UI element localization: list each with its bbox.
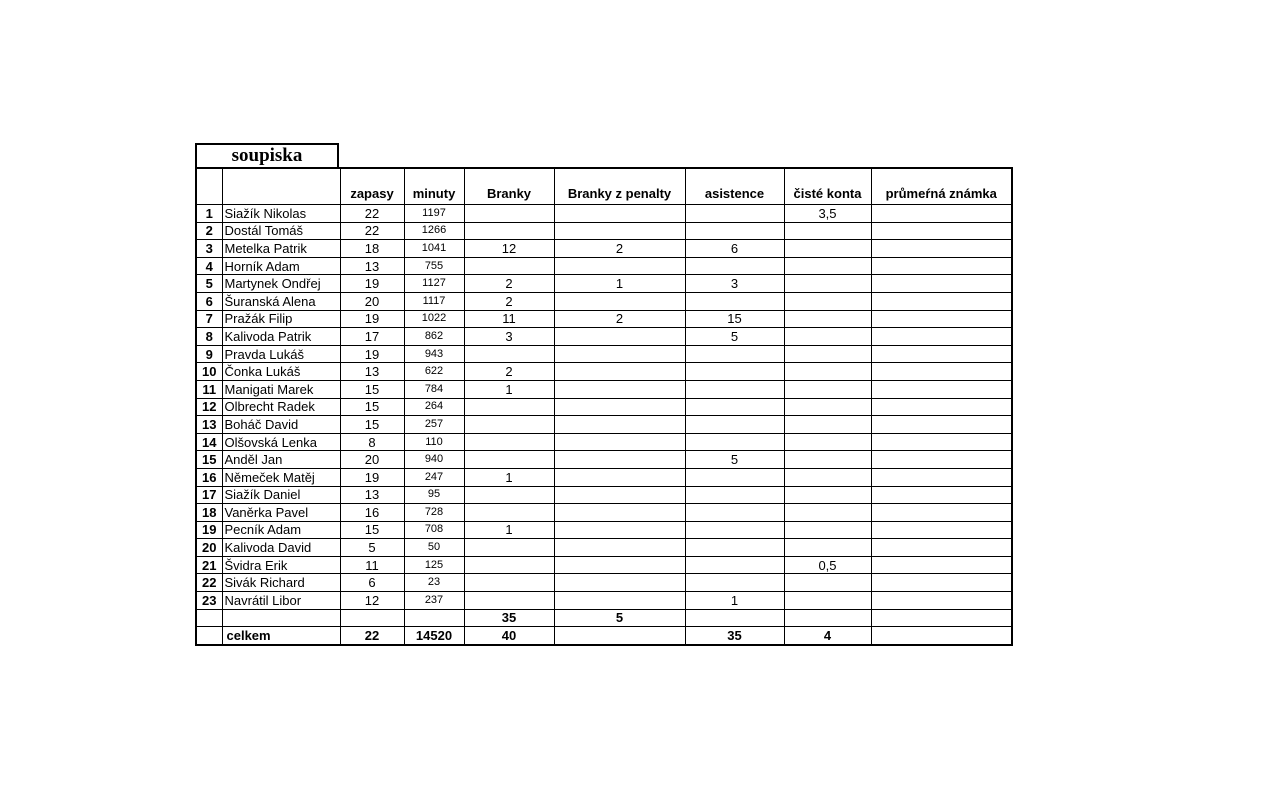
cell-assists[interactable]: 6: [685, 240, 784, 258]
cell-goals[interactable]: 12: [464, 240, 554, 258]
cell-row-number[interactable]: 3: [196, 240, 222, 258]
cell-minutes[interactable]: 247: [404, 468, 464, 486]
header-clean-sheets[interactable]: čisté konta: [784, 168, 871, 205]
table-row: [196, 539, 1012, 557]
cell-player-name[interactable]: Martynek Ondřej: [222, 275, 340, 293]
cell-assists[interactable]: [685, 292, 784, 310]
cell-assists[interactable]: [685, 433, 784, 451]
cell-penalty-goals[interactable]: [554, 539, 685, 557]
cell-penalty-goals[interactable]: [554, 328, 685, 346]
table-row: [196, 345, 1012, 363]
table-row: [196, 433, 1012, 451]
cell-assists[interactable]: [685, 222, 784, 240]
table-row: [196, 275, 1012, 293]
cell-assists[interactable]: [685, 380, 784, 398]
cell-penalty-goals[interactable]: [554, 363, 685, 381]
cell-average-grade[interactable]: [871, 292, 1012, 310]
cell-assists[interactable]: [685, 398, 784, 416]
cell-penalty-goals[interactable]: [554, 486, 685, 504]
cell-matches[interactable]: [340, 609, 404, 627]
cell-player-name[interactable]: Siažík Daniel: [222, 486, 340, 504]
cell-clean-sheets[interactable]: [784, 592, 871, 610]
cell-minutes[interactable]: [404, 609, 464, 627]
cell-matches[interactable]: 11: [340, 556, 404, 574]
table-row: [196, 398, 1012, 416]
cell-clean-sheets[interactable]: [784, 275, 871, 293]
cell-penalty-goals[interactable]: 2: [554, 240, 685, 258]
cell-assists[interactable]: [685, 574, 784, 592]
cell-goals[interactable]: [464, 205, 554, 223]
cell-clean-sheets[interactable]: [784, 328, 871, 346]
cell-minutes[interactable]: 1022: [404, 310, 464, 328]
cell-average-grade[interactable]: [871, 451, 1012, 469]
cell-matches[interactable]: 19: [340, 345, 404, 363]
cell-clean-sheets[interactable]: [784, 521, 871, 539]
cell-player-name[interactable]: Navrátil Libor: [222, 592, 340, 610]
cell-minutes[interactable]: 50: [404, 539, 464, 557]
cell-minutes[interactable]: 125: [404, 556, 464, 574]
cell-penalty-goals[interactable]: [554, 574, 685, 592]
cell-clean-sheets[interactable]: [784, 609, 871, 627]
cell-assists[interactable]: [685, 257, 784, 275]
cell-matches[interactable]: 17: [340, 328, 404, 346]
cell-clean-sheets[interactable]: [784, 363, 871, 381]
cell-penalty-goals[interactable]: [554, 504, 685, 522]
cell-penalty-goals[interactable]: [554, 380, 685, 398]
cell-average-grade[interactable]: [871, 345, 1012, 363]
cell-matches[interactable]: 22: [340, 205, 404, 223]
cell-player-name[interactable]: Olbrecht Radek: [222, 398, 340, 416]
cell-row-number[interactable]: 8: [196, 328, 222, 346]
cell-average-grade[interactable]: [871, 222, 1012, 240]
cell-player-name[interactable]: Metelka Patrik: [222, 240, 340, 258]
subtotal-row: [196, 609, 1012, 627]
cell-penalty-goals[interactable]: 2: [554, 310, 685, 328]
cell-assists[interactable]: [685, 556, 784, 574]
cell-average-grade[interactable]: [871, 205, 1012, 223]
cell-goals[interactable]: [464, 398, 554, 416]
cell-row-number[interactable]: 6: [196, 292, 222, 310]
cell-goals[interactable]: 11: [464, 310, 554, 328]
cell-row-number[interactable]: 21: [196, 556, 222, 574]
cell-clean-sheets[interactable]: [784, 345, 871, 363]
cell-average-grade[interactable]: [871, 398, 1012, 416]
cell-clean-sheets[interactable]: [784, 574, 871, 592]
cell-minutes[interactable]: 1127: [404, 275, 464, 293]
cell-clean-sheets[interactable]: 4: [784, 627, 871, 645]
cell-average-grade[interactable]: [871, 504, 1012, 522]
cell-average-grade[interactable]: [871, 468, 1012, 486]
cell-assists[interactable]: [685, 504, 784, 522]
cell-goals[interactable]: [464, 592, 554, 610]
cell-matches[interactable]: 22: [340, 627, 404, 645]
cell-row-number[interactable]: 17: [196, 486, 222, 504]
cell-average-grade[interactable]: [871, 328, 1012, 346]
table-row: [196, 380, 1012, 398]
cell-row-number[interactable]: 1: [196, 205, 222, 223]
cell-goals[interactable]: 3: [464, 328, 554, 346]
cell-clean-sheets[interactable]: [784, 433, 871, 451]
cell-player-name[interactable]: Anděl Jan: [222, 451, 340, 469]
cell-clean-sheets[interactable]: [784, 257, 871, 275]
cell-goals[interactable]: 1: [464, 468, 554, 486]
cell-player-name[interactable]: Pecník Adam: [222, 521, 340, 539]
cell-player-name[interactable]: [222, 609, 340, 627]
table-row: [196, 292, 1012, 310]
cell-assists[interactable]: [685, 609, 784, 627]
cell-clean-sheets[interactable]: [784, 539, 871, 557]
roster-table: [195, 167, 1013, 646]
cell-assists[interactable]: [685, 345, 784, 363]
table-row: [196, 257, 1012, 275]
cell-player-name[interactable]: Dostál Tomáš: [222, 222, 340, 240]
cell-minutes[interactable]: 708: [404, 521, 464, 539]
cell-penalty-goals[interactable]: [554, 345, 685, 363]
cell-clean-sheets[interactable]: [784, 310, 871, 328]
cell-average-grade[interactable]: [871, 240, 1012, 258]
cell-matches[interactable]: 8: [340, 433, 404, 451]
cell-player-name[interactable]: Sivák Richard: [222, 574, 340, 592]
table-row: [196, 310, 1012, 328]
cell-minutes[interactable]: 862: [404, 328, 464, 346]
cell-average-grade[interactable]: [871, 521, 1012, 539]
cell-assists[interactable]: [685, 363, 784, 381]
cell-minutes[interactable]: 1197: [404, 205, 464, 223]
cell-assists[interactable]: [685, 205, 784, 223]
cell-matches[interactable]: 19: [340, 310, 404, 328]
cell-minutes[interactable]: 95: [404, 486, 464, 504]
cell-penalty-goals[interactable]: [554, 433, 685, 451]
cell-minutes[interactable]: 755: [404, 257, 464, 275]
cell-goals[interactable]: [464, 574, 554, 592]
cell-matches[interactable]: 20: [340, 451, 404, 469]
cell-goals[interactable]: [464, 257, 554, 275]
cell-average-grade[interactable]: [871, 380, 1012, 398]
table-row: [196, 521, 1012, 539]
cell-player-name[interactable]: Kalivoda David: [222, 539, 340, 557]
cell-matches[interactable]: 13: [340, 257, 404, 275]
cell-row-number[interactable]: 16: [196, 468, 222, 486]
cell-row-number[interactable]: [196, 627, 222, 645]
cell-player-name[interactable]: Čonka Lukáš: [222, 363, 340, 381]
cell-row-number[interactable]: 9: [196, 345, 222, 363]
cell-row-number[interactable]: [196, 609, 222, 627]
cell-average-grade[interactable]: [871, 486, 1012, 504]
cell-goals[interactable]: [464, 345, 554, 363]
cell-goals[interactable]: 2: [464, 363, 554, 381]
table-row: [196, 556, 1012, 574]
cell-matches[interactable]: 12: [340, 592, 404, 610]
cell-goals[interactable]: 1: [464, 521, 554, 539]
header-average-grade[interactable]: průmeŕná známka: [871, 168, 1012, 205]
cell-row-number[interactable]: 23: [196, 592, 222, 610]
cell-player-name[interactable]: Šuranská Alena: [222, 292, 340, 310]
cell-row-number[interactable]: 10: [196, 363, 222, 381]
header-penalty-goals[interactable]: Branky z penalty: [554, 168, 685, 205]
cell-minutes[interactable]: 237: [404, 592, 464, 610]
cell-goals[interactable]: [464, 504, 554, 522]
cell-row-number[interactable]: 14: [196, 433, 222, 451]
table-row: [196, 205, 1012, 223]
cell-row-number[interactable]: 19: [196, 521, 222, 539]
cell-assists[interactable]: 35: [685, 627, 784, 645]
cell-minutes[interactable]: 784: [404, 380, 464, 398]
header-goals[interactable]: Branky: [464, 168, 554, 205]
cell-matches[interactable]: 22: [340, 222, 404, 240]
cell-goals[interactable]: [464, 451, 554, 469]
cell-row-number[interactable]: 4: [196, 257, 222, 275]
cell-clean-sheets[interactable]: 0,5: [784, 556, 871, 574]
cell-matches[interactable]: 6: [340, 574, 404, 592]
cell-minutes[interactable]: 622: [404, 363, 464, 381]
cell-penalty-goals[interactable]: [554, 416, 685, 434]
cell-minutes[interactable]: 1266: [404, 222, 464, 240]
cell-clean-sheets[interactable]: [784, 240, 871, 258]
cell-row-number[interactable]: 7: [196, 310, 222, 328]
cell-penalty-goals[interactable]: [554, 451, 685, 469]
cell-minutes[interactable]: 940: [404, 451, 464, 469]
cell-minutes[interactable]: 110: [404, 433, 464, 451]
cell-average-grade[interactable]: [871, 257, 1012, 275]
cell-average-grade[interactable]: [871, 556, 1012, 574]
cell-goals[interactable]: 1: [464, 380, 554, 398]
cell-player-name[interactable]: Olšovská Lenka: [222, 433, 340, 451]
cell-assists[interactable]: 1: [685, 592, 784, 610]
cell-penalty-goals[interactable]: 1: [554, 275, 685, 293]
roster-body: [196, 168, 1012, 645]
cell-assists[interactable]: [685, 521, 784, 539]
cell-penalty-goals[interactable]: [554, 222, 685, 240]
cell-average-grade[interactable]: [871, 609, 1012, 627]
cell-row-number[interactable]: 18: [196, 504, 222, 522]
cell-clean-sheets[interactable]: [784, 468, 871, 486]
cell-average-grade[interactable]: [871, 574, 1012, 592]
cell-goals[interactable]: 2: [464, 292, 554, 310]
cell-matches[interactable]: 16: [340, 504, 404, 522]
cell-matches[interactable]: 15: [340, 380, 404, 398]
cell-minutes[interactable]: 1117: [404, 292, 464, 310]
cell-goals[interactable]: 40: [464, 627, 554, 645]
cell-average-grade[interactable]: [871, 310, 1012, 328]
cell-row-number[interactable]: 15: [196, 451, 222, 469]
cell-matches[interactable]: 18: [340, 240, 404, 258]
cell-penalty-goals[interactable]: [554, 556, 685, 574]
cell-row-number[interactable]: 12: [196, 398, 222, 416]
cell-goals[interactable]: [464, 539, 554, 557]
cell-minutes[interactable]: 943: [404, 345, 464, 363]
cell-row-number[interactable]: 13: [196, 416, 222, 434]
cell-clean-sheets[interactable]: 3,5: [784, 205, 871, 223]
header-assists[interactable]: asistence: [685, 168, 784, 205]
sheet-title: soupiska: [195, 143, 339, 167]
cell-minutes[interactable]: 1041: [404, 240, 464, 258]
cell-assists[interactable]: [685, 486, 784, 504]
cell-goals[interactable]: [464, 486, 554, 504]
header-player-name[interactable]: [222, 168, 340, 205]
cell-average-grade[interactable]: [871, 416, 1012, 434]
cell-assists[interactable]: 5: [685, 328, 784, 346]
cell-assists[interactable]: [685, 539, 784, 557]
cell-player-name[interactable]: Švidra Erik: [222, 556, 340, 574]
table-row: [196, 486, 1012, 504]
cell-penalty-goals[interactable]: 5: [554, 609, 685, 627]
table-row: [196, 363, 1012, 381]
cell-matches[interactable]: 15: [340, 521, 404, 539]
cell-minutes[interactable]: 264: [404, 398, 464, 416]
table-row: [196, 574, 1012, 592]
cell-penalty-goals[interactable]: [554, 521, 685, 539]
cell-average-grade[interactable]: [871, 539, 1012, 557]
cell-assists[interactable]: 15: [685, 310, 784, 328]
table-row: [196, 328, 1012, 346]
cell-goals[interactable]: [464, 433, 554, 451]
cell-player-name[interactable]: Manigati Marek: [222, 380, 340, 398]
cell-row-number[interactable]: 11: [196, 380, 222, 398]
cell-penalty-goals[interactable]: [554, 205, 685, 223]
cell-penalty-goals[interactable]: [554, 468, 685, 486]
cell-penalty-goals[interactable]: [554, 257, 685, 275]
cell-player-name[interactable]: Vaněrka Pavel: [222, 504, 340, 522]
header-row: [196, 168, 1012, 205]
cell-player-name[interactable]: Pravda Lukáš: [222, 345, 340, 363]
cell-penalty-goals[interactable]: [554, 592, 685, 610]
cell-average-grade[interactable]: [871, 363, 1012, 381]
cell-minutes[interactable]: 728: [404, 504, 464, 522]
total-row: [196, 627, 1012, 645]
cell-clean-sheets[interactable]: [784, 416, 871, 434]
cell-clean-sheets[interactable]: [784, 222, 871, 240]
header-row-number[interactable]: [196, 168, 222, 205]
cell-clean-sheets[interactable]: [784, 398, 871, 416]
cell-assists[interactable]: [685, 416, 784, 434]
cell-matches[interactable]: 15: [340, 416, 404, 434]
cell-clean-sheets[interactable]: [784, 486, 871, 504]
table-row: [196, 468, 1012, 486]
table-row: [196, 222, 1012, 240]
cell-goals[interactable]: [464, 416, 554, 434]
cell-player-name[interactable]: Němeček Matěj: [222, 468, 340, 486]
cell-average-grade[interactable]: [871, 627, 1012, 645]
cell-row-number[interactable]: 2: [196, 222, 222, 240]
cell-average-grade[interactable]: [871, 275, 1012, 293]
table-row: [196, 592, 1012, 610]
cell-minutes[interactable]: 14520: [404, 627, 464, 645]
cell-row-number[interactable]: 20: [196, 539, 222, 557]
cell-clean-sheets[interactable]: [784, 292, 871, 310]
header-matches[interactable]: zapasy: [340, 168, 404, 205]
cell-penalty-goals[interactable]: [554, 627, 685, 645]
cell-penalty-goals[interactable]: [554, 292, 685, 310]
cell-goals[interactable]: [464, 556, 554, 574]
cell-average-grade[interactable]: [871, 433, 1012, 451]
cell-matches[interactable]: 15: [340, 398, 404, 416]
cell-player-name[interactable]: Kalivoda Patrik: [222, 328, 340, 346]
cell-player-name[interactable]: Pražák Filip: [222, 310, 340, 328]
cell-matches[interactable]: 19: [340, 275, 404, 293]
cell-player-name[interactable]: Horník Adam: [222, 257, 340, 275]
cell-average-grade[interactable]: [871, 592, 1012, 610]
cell-matches[interactable]: 13: [340, 486, 404, 504]
cell-minutes[interactable]: 23: [404, 574, 464, 592]
cell-assists[interactable]: 3: [685, 275, 784, 293]
cell-row-number[interactable]: 22: [196, 574, 222, 592]
cell-player-name[interactable]: Boháč David: [222, 416, 340, 434]
cell-goals[interactable]: 35: [464, 609, 554, 627]
cell-player-name[interactable]: Siažík Nikolas: [222, 205, 340, 223]
cell-clean-sheets[interactable]: [784, 380, 871, 398]
cell-goals[interactable]: [464, 222, 554, 240]
cell-clean-sheets[interactable]: [784, 504, 871, 522]
cell-goals[interactable]: 2: [464, 275, 554, 293]
cell-player-name[interactable]: celkem: [222, 627, 340, 645]
table-row: [196, 240, 1012, 258]
cell-matches[interactable]: 13: [340, 363, 404, 381]
cell-penalty-goals[interactable]: [554, 398, 685, 416]
cell-assists[interactable]: 5: [685, 451, 784, 469]
cell-matches[interactable]: 19: [340, 468, 404, 486]
table-row: [196, 416, 1012, 434]
cell-matches[interactable]: 20: [340, 292, 404, 310]
table-row: [196, 504, 1012, 522]
cell-minutes[interactable]: 257: [404, 416, 464, 434]
cell-assists[interactable]: [685, 468, 784, 486]
cell-clean-sheets[interactable]: [784, 451, 871, 469]
table-row: [196, 451, 1012, 469]
cell-matches[interactable]: 5: [340, 539, 404, 557]
cell-row-number[interactable]: 5: [196, 275, 222, 293]
header-minutes[interactable]: minuty: [404, 168, 464, 205]
